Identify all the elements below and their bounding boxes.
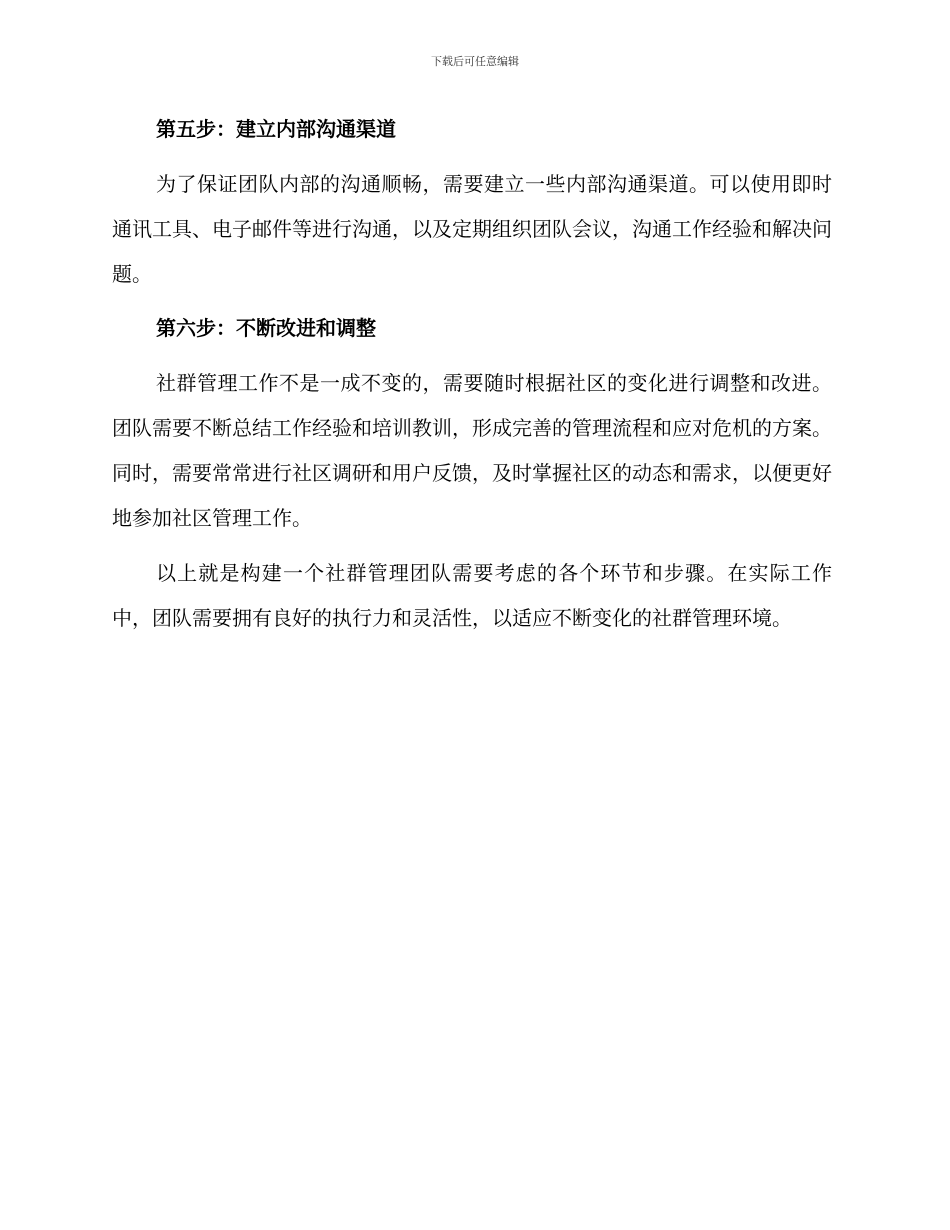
section-heading-step6: 第六步：不断改进和调整 bbox=[156, 316, 376, 340]
document-body bbox=[112, 110, 832, 641]
section-paragraph-step5: 为了保证团队内部的沟通顺畅，需要建立一些内部沟通渠道。可以使用即时通讯工具、电子邮件等进行沟通，以及定期组织团队会议，沟通工作经验和解决问题。 bbox=[112, 172, 832, 286]
section-heading-step5: 第五步：建立内部沟通渠道 bbox=[156, 117, 396, 141]
conclusion-paragraph: 以上就是构建一个社群管理团队需要考虑的各个环节和步骤。在实际工作中，团队需要拥有良好的执行力和灵活性，以适应不断变化的社群管理环境。 bbox=[112, 561, 832, 630]
header-note: 下载后可任意编辑 bbox=[431, 55, 519, 68]
section-paragraph-step6: 社群管理工作不是一成不变的，需要随时根据社区的变化进行调整和改进。团队需要不断总结工作经验和培训教训，形成完善的管理流程和应对危机的方案。同时，需要常常进行社区调研和用户反馈，及时掌握社区的动态和需求，以便更好地参加社区管理工作。 bbox=[112, 371, 832, 530]
